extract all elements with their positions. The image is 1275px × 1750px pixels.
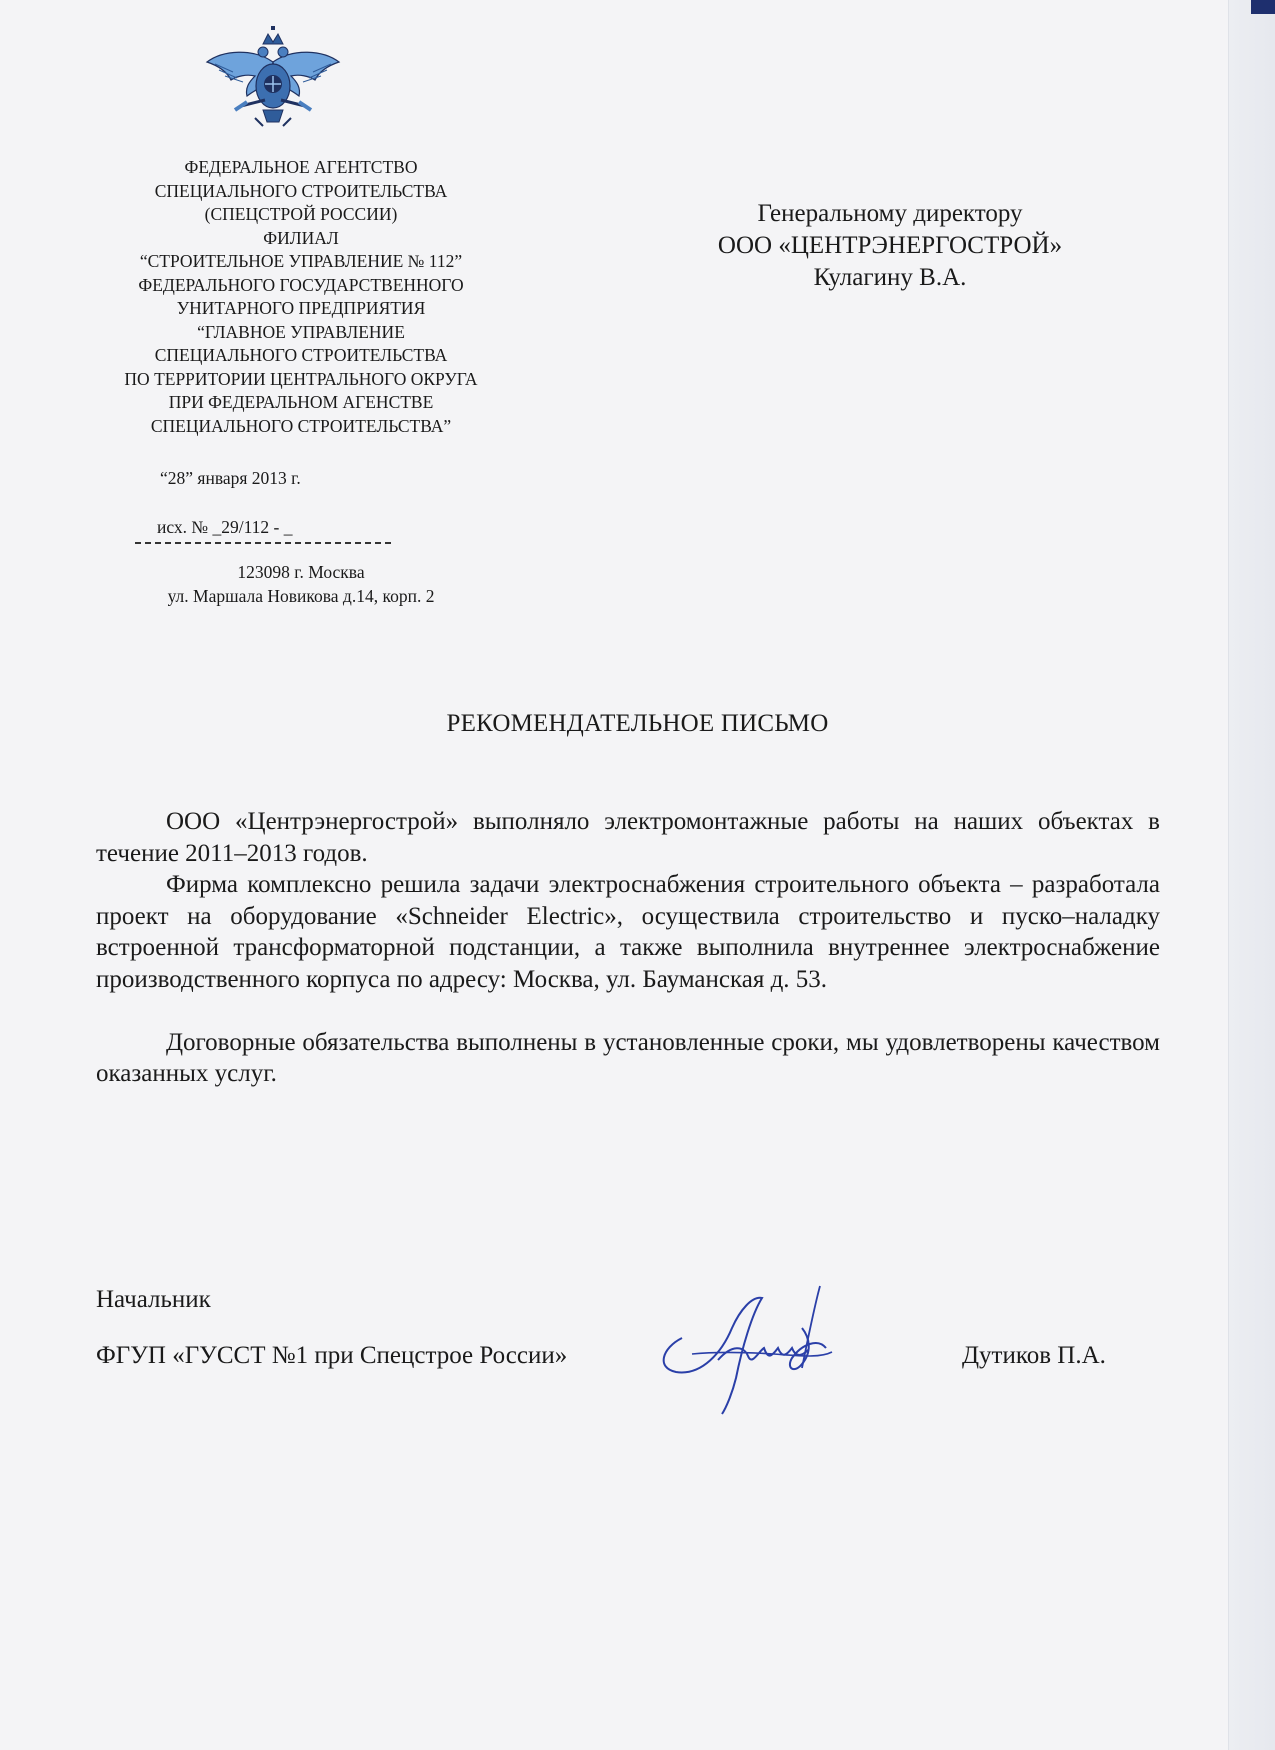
sender-line: УНИТАРНОГО ПРЕДПРИЯТИЯ: [176, 298, 426, 318]
letter-title: РЕКОМЕНДАТЕЛЬНОЕ ПИСЬМО: [446, 710, 829, 737]
address-line: ул. Маршала Новикова д.14, корп. 2: [167, 586, 435, 606]
sender-line: СПЕЦИАЛЬНОГО СТРОИТЕЛЬСТВА”: [150, 415, 452, 436]
recipient-line: ООО «ЦЕНТРЭНЕРГОСТРОЙ»: [717, 232, 1063, 259]
recipient-block: [660, 198, 1120, 294]
body-paragraph: Договорные обязательства выполнены в установленные сроки, мы удовлетворены качеством оказанных услуг.: [96, 1028, 1160, 1087]
scan-corner-mark: [1251, 0, 1275, 14]
letter-date: “28” января 2013 г.: [160, 468, 301, 488]
sender-line: СПЕЦИАЛЬНОГО СТРОИТЕЛЬСТВА: [154, 345, 448, 365]
sender-line: (СПЕЦСТРОЙ РОССИИ): [204, 204, 398, 224]
sender-line: ПРИ ФЕДЕРАЛЬНОМ АГЕНСТВЕ: [168, 392, 434, 412]
outgoing-number: исх. № _29/112 - _: [157, 517, 293, 537]
sender-line: ФИЛИАЛ: [263, 227, 339, 248]
sender-line: ФЕДЕРАЛЬНОГО ГОСУДАРСТВЕННОГО: [138, 274, 464, 295]
double-headed-eagle-emblem-icon: [205, 22, 341, 134]
body-paragraph: ООО «Центрэнергострой» выполняло электромонтажные работы на наших объектах в течение 2011–2013 годов.: [96, 808, 1160, 867]
recipient-line: Кулагину В.А.: [813, 264, 967, 291]
sender-line: СПЕЦИАЛЬНОГО СТРОИТЕЛЬСТВА: [154, 180, 448, 201]
sender-line: ФЕДЕРАЛЬНОЕ АГЕНТСТВО: [184, 157, 418, 177]
letter-body: [96, 806, 1160, 1090]
body-paragraph: Фирма комплексно решила задачи электроснабжения строительного объекта – разработала проект на оборудование «Schneider Electric», осуществила строительство и пуско–наладку встроенной трансформаторной подстанции, а также выполнила внутреннее электроснабжение производственного корпуса по адресу: Москва, ул. Бауманская д. 53.: [96, 871, 1160, 993]
handwritten-signature: [652, 1268, 872, 1418]
recipient-line: Генеральному директору: [757, 200, 1023, 227]
sender-block: [82, 156, 520, 438]
sender-line: “СТРОИТЕЛЬНОЕ УПРАВЛЕНИЕ № 112”: [139, 251, 463, 271]
sender-line: ПО ТЕРРИТОРИИ ЦЕНТРАЛЬНОГО ОКРУГА: [124, 368, 478, 389]
signer-position: Начальник: [96, 1286, 211, 1313]
sender-line: “ГЛАВНОЕ УПРАВЛЕНИЕ: [197, 321, 405, 342]
sender-address: [82, 560, 520, 608]
dashed-divider: [135, 542, 391, 544]
address-line: 123098 г. Москва: [237, 562, 365, 582]
paper-edge: [1228, 0, 1275, 1750]
signer-organization: ФГУП «ГУССТ №1 при Спецстрое России»: [96, 1342, 568, 1369]
signer-name: Дутиков П.А.: [962, 1342, 1106, 1369]
